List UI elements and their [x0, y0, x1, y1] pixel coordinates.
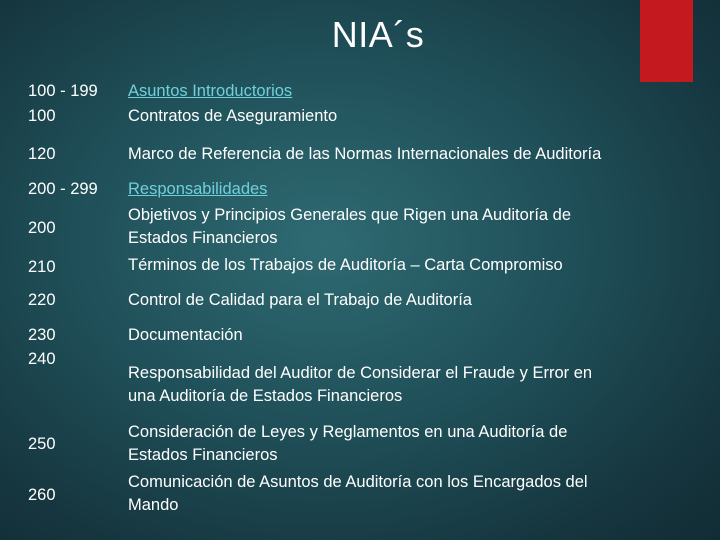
desc-220: Control de Calidad para el Trabajo de Auditoría — [128, 291, 472, 309]
link-responsabilidades[interactable]: Responsabilidades — [128, 180, 268, 198]
desc-260 — [128, 471, 588, 517]
desc-200-line2: Estados Financieros — [128, 229, 278, 247]
desc-240-line1: Responsabilidad del Auditor de Considerar el Fraude y Error en — [128, 364, 593, 382]
code-240: 240 — [28, 350, 56, 368]
code-200: 200 — [28, 219, 56, 237]
code-260: 260 — [28, 486, 56, 504]
desc-120: Marco de Referencia de las Normas Internacionales de Auditoría — [128, 145, 602, 163]
desc-230: Documentación — [128, 326, 243, 344]
desc-200 — [128, 204, 571, 250]
code-220: 220 — [28, 291, 56, 309]
desc-250-line2: Estados Financieros — [128, 446, 278, 464]
desc-250 — [128, 421, 567, 467]
code-120: 120 — [28, 145, 56, 163]
desc-250-line1: Consideración de Leyes y Reglamentos en una Auditoría de — [128, 423, 568, 441]
desc-260-line1: Comunicación de Asuntos de Auditoría con los Encargados del — [128, 473, 588, 491]
desc-200-line1: Objetivos y Principios Generales que Rigen una Auditoría de — [128, 206, 572, 224]
code-range-200-299: 200 - 299 — [28, 180, 98, 198]
code-range-100-199: 100 - 199 — [28, 82, 98, 100]
link-asuntos-introductorios[interactable]: Asuntos Introductorios — [128, 82, 293, 100]
desc-240 — [128, 362, 592, 408]
desc-100: Contratos de Aseguramiento — [128, 107, 338, 125]
slide-title: NIA´s — [331, 14, 425, 55]
desc-260-line2: Mando — [128, 496, 179, 514]
code-210: 210 — [28, 258, 56, 276]
code-100: 100 — [28, 107, 56, 125]
desc-210: Términos de los Trabajos de Auditoría – Carta Compromiso — [128, 256, 563, 274]
desc-240-line2: una Auditoría de Estados Financieros — [128, 387, 403, 405]
code-250: 250 — [28, 435, 56, 453]
code-230: 230 — [28, 326, 56, 344]
